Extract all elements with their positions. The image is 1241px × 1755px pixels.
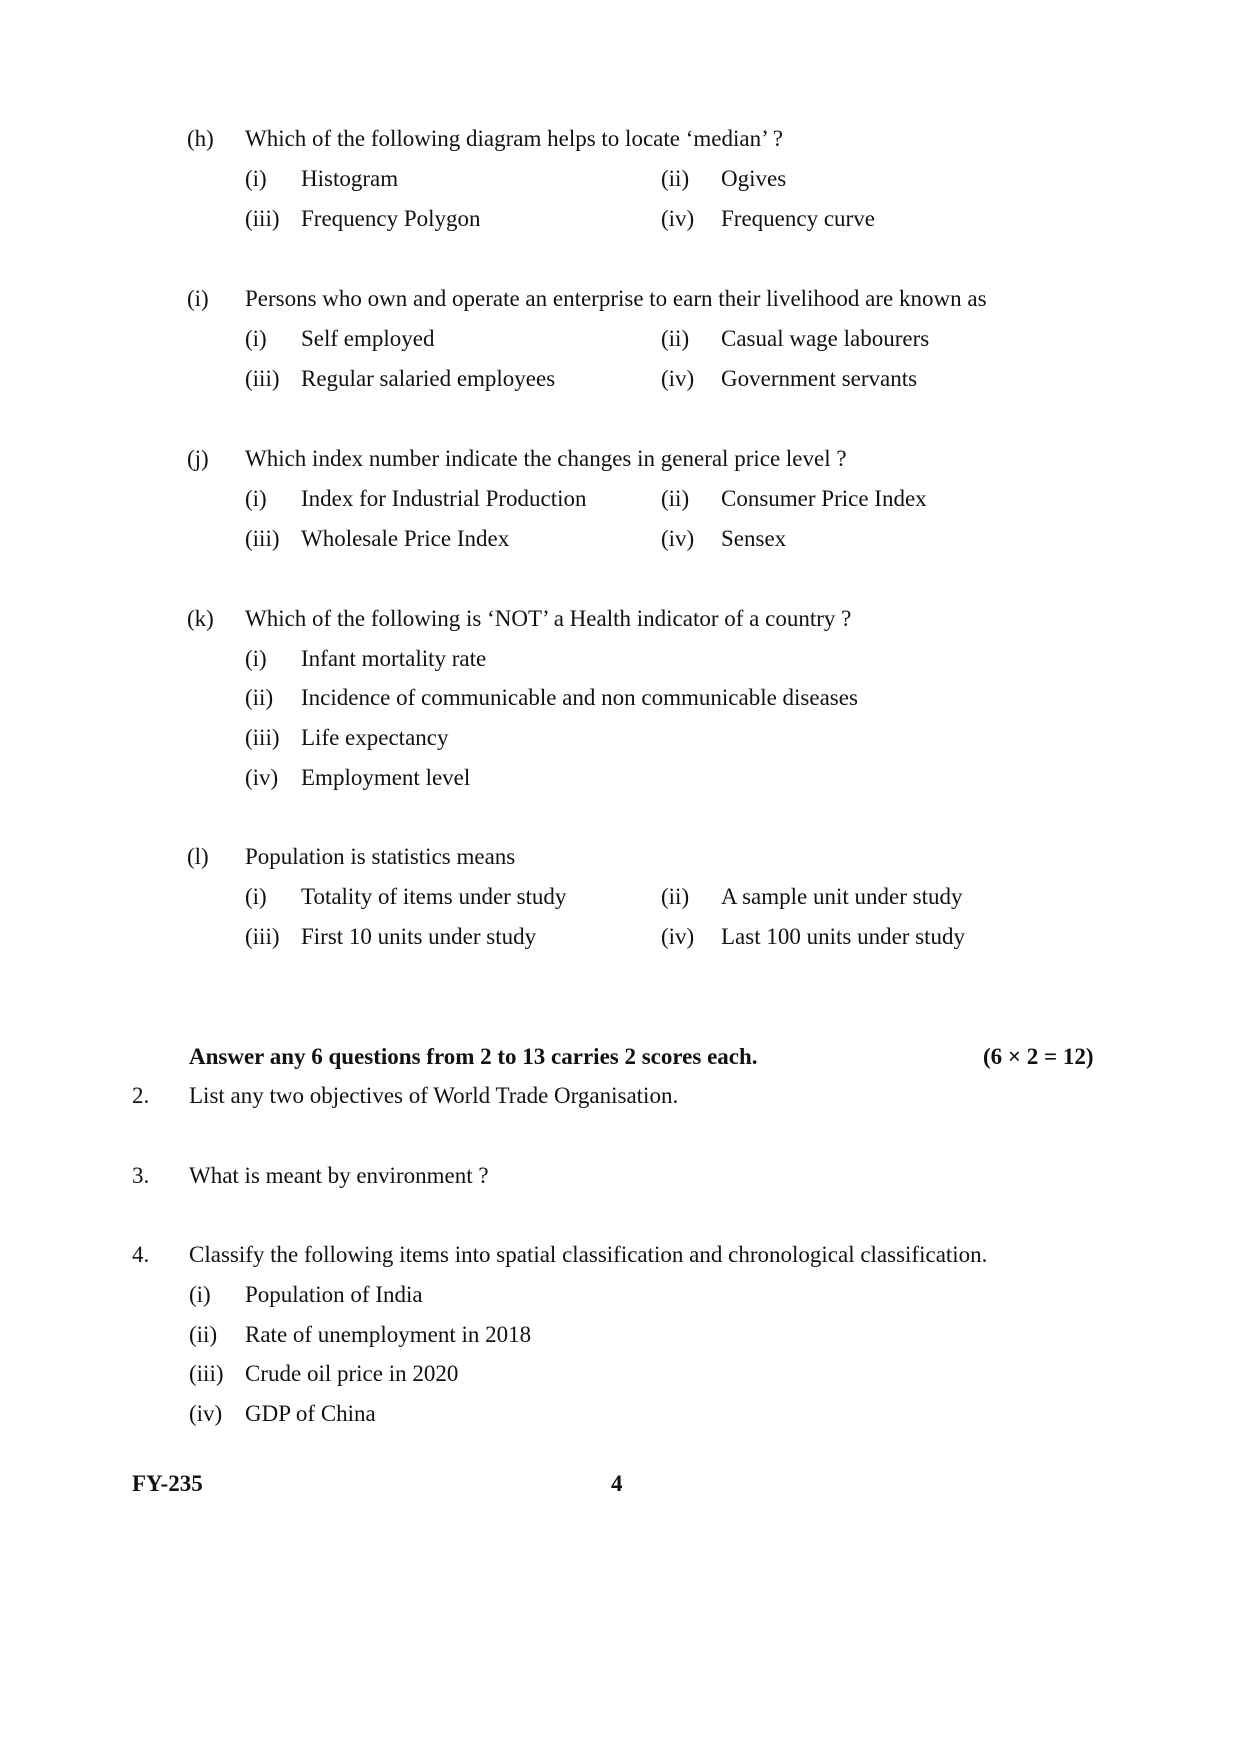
option-number: (ii) — [661, 884, 690, 909]
question-number: 4. — [132, 1242, 150, 1267]
option-text: Regular salaried employees — [301, 366, 556, 391]
question-text: Which index number indicate the changes in general price level ? — [245, 446, 847, 471]
item-text: GDP of China — [245, 1401, 376, 1426]
option-number: (iii) — [245, 725, 280, 750]
option-number: (ii) — [661, 326, 690, 351]
option-text: Frequency Polygon — [301, 206, 481, 231]
option-number: (iii) — [245, 206, 280, 231]
question-text: Classify the following items into spatial classification and chronological classification. — [189, 1242, 988, 1267]
item-text: Population of India — [245, 1282, 423, 1307]
question-number: 2. — [132, 1083, 150, 1108]
option-text: A sample unit under study — [721, 884, 963, 909]
option-text: Last 100 units under study — [721, 924, 966, 949]
question-text: Which of the following diagram helps to locate ‘median’ ? — [245, 126, 783, 151]
option-text: First 10 units under study — [301, 924, 537, 949]
option-text: Employment level — [301, 765, 471, 790]
question-label: (k) — [187, 606, 214, 631]
item-number: (iii) — [189, 1361, 224, 1386]
section-marks: (6 × 2 = 12) — [983, 1044, 1094, 1069]
option-text: Casual wage labourers — [721, 326, 930, 351]
option-text: Consumer Price Index — [721, 486, 927, 511]
option-number: (iv) — [661, 366, 695, 391]
option-number: (iv) — [661, 526, 695, 551]
question-text: List any two objectives of World Trade Organisation. — [189, 1083, 679, 1108]
option-number: (i) — [245, 646, 267, 671]
item-number: (ii) — [189, 1322, 218, 1347]
option-number: (iv) — [661, 206, 695, 231]
option-number: (iv) — [245, 765, 279, 790]
option-text: Index for Industrial Production — [301, 486, 587, 511]
question-text: Which of the following is ‘NOT’ a Health indicator of a country ? — [245, 606, 852, 631]
option-text: Wholesale Price Index — [301, 526, 510, 551]
question-label: (h) — [187, 126, 214, 151]
option-text: Sensex — [721, 526, 787, 551]
item-number: (iv) — [189, 1401, 223, 1426]
option-text: Self employed — [301, 326, 435, 351]
option-number: (ii) — [245, 685, 274, 710]
item-number: (i) — [189, 1282, 211, 1307]
question-number: 3. — [132, 1163, 150, 1188]
option-text: Totality of items under study — [301, 884, 567, 909]
question-label: (l) — [187, 844, 209, 869]
question-label: (i) — [187, 286, 209, 311]
option-text: Government servants — [721, 366, 918, 391]
item-text: Rate of unemployment in 2018 — [245, 1322, 532, 1347]
option-number: (i) — [245, 326, 267, 351]
question-label: (j) — [187, 446, 209, 471]
option-number: (iii) — [245, 366, 280, 391]
section-instruction: Answer any 6 questions from 2 to 13 carries 2 scores each. — [189, 1044, 758, 1069]
question-text: What is meant by environment ? — [189, 1163, 489, 1188]
option-number: (ii) — [661, 486, 690, 511]
page-number: 4 — [611, 1471, 623, 1496]
option-text: Histogram — [301, 166, 399, 191]
option-text: Frequency curve — [721, 206, 875, 231]
option-number: (iv) — [661, 924, 695, 949]
option-number: (i) — [245, 884, 267, 909]
option-number: (ii) — [661, 166, 690, 191]
option-number: (iii) — [245, 924, 280, 949]
paper-code: FY-235 — [132, 1471, 203, 1496]
question-text: Persons who own and operate an enterprise to earn their livelihood are known as — [245, 286, 987, 311]
option-number: (iii) — [245, 526, 280, 551]
option-text: Life expectancy — [301, 725, 449, 750]
option-number: (i) — [245, 166, 267, 191]
option-number: (i) — [245, 486, 267, 511]
option-text: Incidence of communicable and non communicable diseases — [301, 685, 858, 710]
option-text: Infant mortality rate — [301, 646, 487, 671]
question-text: Population is statistics means — [245, 844, 516, 869]
item-text: Crude oil price in 2020 — [245, 1361, 459, 1386]
option-text: Ogives — [721, 166, 787, 191]
